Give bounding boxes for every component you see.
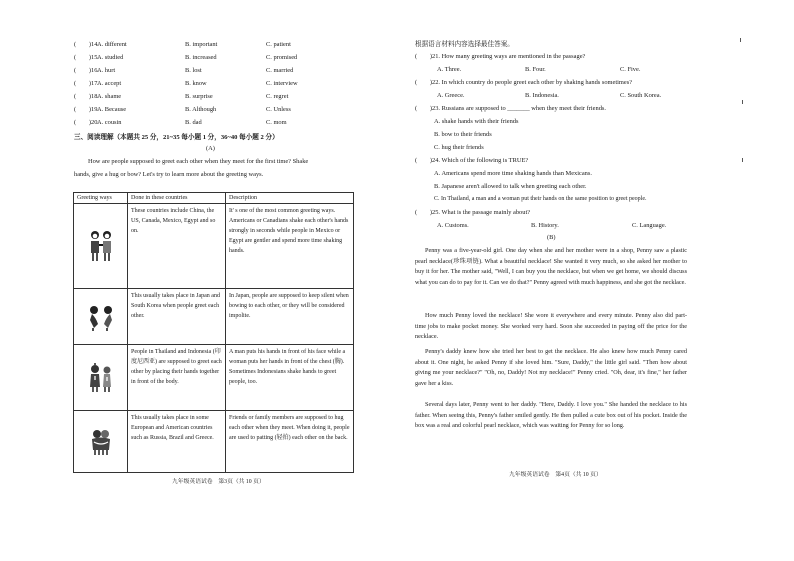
margin-mark	[740, 38, 744, 42]
choice-option-b: B. surprise	[185, 93, 213, 100]
choice-option-b: B. increased	[185, 54, 217, 61]
passage-paragraph-1: Penny was a five-year-old girl. One day when she and her mother were in a shop, Penny saw a plastic pearl necklace(珍珠项链). What a beautiful necklace! She wanted it very much, so she asked her mother to buy it for her. The mother said, "Well, I can buy you the necklace, but when we get home, we should discuss what you can do to pay for it. Can we do that?" Penny agreed with much happiness, and she got the necklace.	[415, 247, 687, 286]
question-23: ( )23. Russians are supposed to _______ when they meet their friends.	[415, 105, 606, 112]
q22-option-c: C. South Korea.	[620, 92, 662, 99]
choice-option-b: B. Although	[185, 106, 217, 113]
choice-number: ( )19.	[74, 106, 100, 113]
choice-option-c: C. patient	[266, 41, 291, 48]
row-2-countries: This usually takes place in Japan and South Korea when people greet each other.	[128, 289, 226, 345]
q22-option-a: A. Greece.	[437, 92, 465, 99]
choice-number: ( )16.	[74, 67, 100, 74]
choice-number: ( )17.	[74, 80, 100, 87]
wai-illustration	[74, 345, 128, 411]
part-a-label: (A)	[206, 145, 215, 152]
header-description: Description	[226, 193, 354, 204]
table-row	[74, 345, 354, 411]
q21-option-b: B. Four.	[525, 66, 546, 73]
choice-option-a: A. different	[97, 41, 127, 48]
table-header-row	[74, 193, 354, 204]
passage-paragraph-4: Several days later, Penny went to her daddy. "Here, Daddy. I love you." She handed the necklace to his father. When seeing this, Penny's father smiled gently. He then pulled a cute box out of his pocket. Inside the box was a real and colorful pearl necklace, which was waiting for Penny for so long.	[415, 401, 687, 429]
intro-line-1: How are people supposed to greet each other when they meet for the first time? Shake	[88, 158, 309, 165]
q24-option-b: B. Japanese aren't allowed to talk when greeting each other.	[434, 183, 587, 190]
choice-option-b: B. important	[185, 41, 218, 48]
question-25: ( )25. What is the passage mainly about?	[415, 209, 531, 216]
intro-line-2: hands, give a hug or bow? Let's try to learn more about the greeting ways.	[74, 171, 264, 178]
choice-number: ( )18.	[74, 93, 100, 100]
question-22: ( )22. In which country do people greet each other by shaking hands sometimes?	[415, 79, 633, 86]
table-row	[74, 204, 354, 289]
section-heading: 三、阅读理解（本题共 25 分，21~35 每小题 1 分，36~40 每小题 2 分）	[74, 134, 279, 141]
row-3-description: A man puts his hands in front of his face while a woman puts her hands in front of the chest (胸). Sometimes Indonesians shake hands to greet people, too.	[226, 345, 354, 411]
choice-option-b: B. know	[185, 80, 207, 87]
q23-option-c: C. hug their friends	[434, 144, 484, 151]
instruction: 根据语言材料内容选择最佳答案。	[415, 41, 514, 48]
choice-option-a: A. hurt	[97, 67, 116, 74]
choice-option-c: C. regret	[266, 93, 289, 100]
choice-option-a: A. studied	[97, 54, 124, 61]
row-4-description: Friends or family members are supposed to hug each other when they meet. When doing it, people are used to patting (轻拍) each other on the back.	[226, 411, 354, 473]
right-page	[397, 0, 794, 561]
q25-option-a: A. Customs.	[437, 222, 469, 229]
part-b-label: (B)	[547, 234, 556, 241]
q23-option-b: B. bow to their friends	[434, 131, 492, 138]
choice-number: ( )14.	[74, 41, 100, 48]
choice-option-b: B. dad	[185, 119, 202, 126]
table-row	[74, 289, 354, 345]
q22-option-b: B. Indonesia.	[525, 92, 559, 99]
q21-option-c: C. Five.	[620, 66, 641, 73]
q25-option-c: C. Language.	[632, 222, 667, 229]
choice-option-a: A. Because	[97, 106, 127, 113]
page-footer: 九年级英语试卷 第3页（共 10 页）	[172, 479, 265, 485]
choice-option-c: C. promised	[266, 54, 298, 61]
table-row	[74, 411, 354, 473]
choice-option-a: A. accept	[97, 80, 122, 87]
q25-option-b: B. History.	[531, 222, 559, 229]
choice-option-a: A. cousin	[97, 119, 122, 126]
choice-number: ( )15.	[74, 54, 100, 61]
row-3-countries: People in Thailand and Indonesia (印度尼西亚) are supposed to greet each other by placing their hands together in front of the body.	[128, 345, 226, 411]
choice-option-c: C. married	[266, 67, 294, 74]
bow-illustration	[74, 289, 128, 345]
choice-option-a: A. shame	[97, 93, 122, 100]
choice-option-c: C. interview	[266, 80, 298, 87]
row-2-description: In Japan, people are supposed to keep silent when bowing to each other, or they will be considered impolite.	[226, 289, 354, 345]
question-21: ( )21. How many greeting ways are mentioned in the passage?	[415, 53, 586, 60]
question-24: ( )24. Which of the following is TRUE?	[415, 157, 529, 164]
q23-option-a: A. shake hands with their friends	[434, 118, 519, 125]
choice-option-c: C. Unless	[266, 106, 291, 113]
header-countries: Done in these countries	[128, 193, 226, 204]
choice-option-b: B. lost	[185, 67, 202, 74]
q24-option-a: A. Americans spend more time shaking hands than Mexicans.	[434, 170, 592, 177]
greeting-table	[73, 192, 354, 473]
row-4-countries: This usually takes place in some European and American countries such as Russia, Brazil and Greece.	[128, 411, 226, 473]
passage-paragraph-2: How much Penny loved the necklace! She wore it everywhere and every minute. Penny also did part-time jobs to make pocket money. She worked very hard. Soon she succeeded in paying off the price for the necklace.	[415, 312, 687, 340]
passage-paragraph-3: Penny's daddy knew how she tried her best to get the necklace. He also knew how much Penny cared about it. One night, he asked Penny if she loved him. "Sure, Daddy," the little girl said. "Then how about giving me your necklace?" "Oh, no, Daddy! Not my necklace!" Penny cried. "Oh, dear, it's fine," her father gave her a kiss.	[415, 348, 687, 387]
choice-number: ( )20.	[74, 119, 100, 126]
header-greeting-ways: Greeting ways	[74, 193, 128, 204]
q21-option-a: A. Three.	[437, 66, 462, 73]
row-1-description: It' s one of the most common greeting ways. Americans or Canadians shake each other's hands strongly in seconds while people in Mexico or Egypt are gentler and spend more time shaking hands.	[226, 204, 354, 289]
margin-mark	[742, 100, 746, 104]
q24-option-c: C. In Thailand, a man and a woman put their hands on the same position to greet people.	[434, 196, 647, 202]
page-footer: 九年级英语试卷 第4页（共 10 页）	[509, 472, 602, 478]
margin-mark	[742, 158, 746, 162]
choice-option-c: C. mom	[266, 119, 287, 126]
hug-illustration	[74, 411, 128, 473]
row-1-countries: These countries include China, the US, Canada, Mexico, Egypt and so on.	[128, 204, 226, 289]
handshake-illustration	[74, 204, 128, 289]
